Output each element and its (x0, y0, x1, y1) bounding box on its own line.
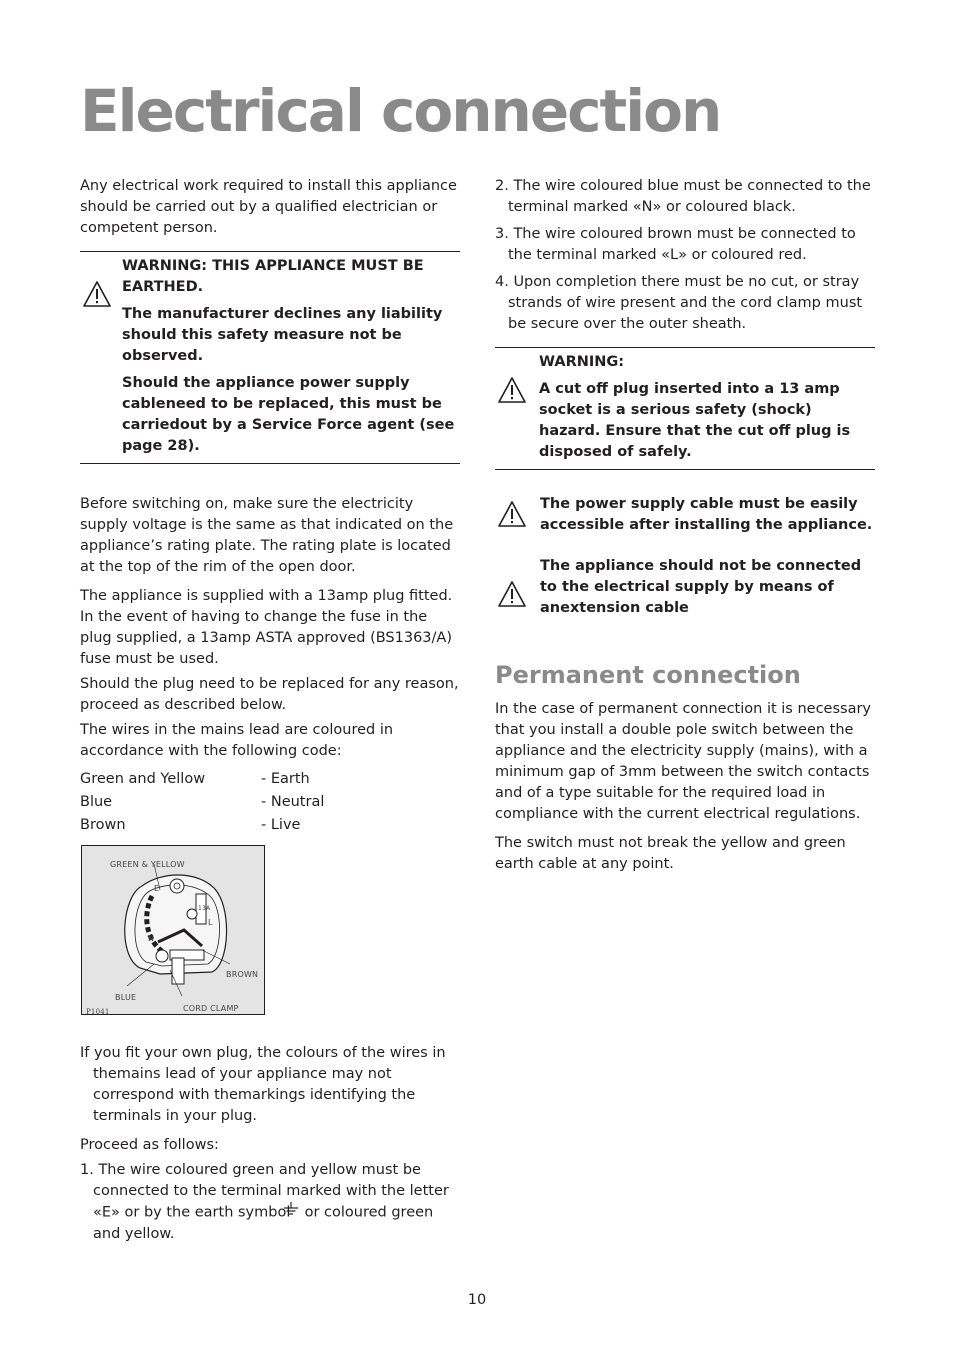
figure-code: P1041 (86, 1008, 110, 1016)
label-cord-clamp: CORD CLAMP (183, 1004, 239, 1013)
page-number: 10 (467, 1292, 487, 1308)
wiring-steps (495, 176, 875, 335)
cut-off-plug-warning-box (495, 347, 875, 470)
page-title: Electrical connection (80, 77, 721, 145)
voltage-paragraph: Before switching on, make sure the electricity supply voltage is the same as that indicated on the appliance’s rating plate. The rating plate is located at the top of the rim of the open door. (80, 496, 454, 575)
warning-triangle-icon (497, 376, 527, 404)
wires-paragraph: The wires in the mains lead are coloured in accordance with the following code: (80, 722, 394, 759)
label-l: L (208, 918, 213, 927)
label-green-yellow: GREEN & YELLOW (110, 860, 185, 869)
cut-off-plug-warning-text: A cut off plug inserted into a 13 amp socket is a serious safety (shock) hazard. Ensure that the cut off plug is disposed of safely. (539, 381, 851, 460)
permanent-connection-paragraph-1: In the case of permanent connection it is necessary that you install a double pole switch between the appliance and the electricity supply (mains), with a minimum gap of 3mm between the switch contacts and of a type suitable for the required load in compliance with the current electrical regulations. (495, 701, 872, 822)
plug-paragraph: The appliance is supplied with a 13amp plug fitted. In the event of having to change the fuse in the plug supplied, a 13amp ASTA approved (BS1363/A) fuse must be used. (80, 588, 453, 667)
right-column (495, 176, 875, 883)
step-3: 3. The wire coloured brown must be connected to the terminal marked «L» or coloured red. (495, 226, 856, 263)
step-1: 1. The wire coloured green and yellow must be connected to the terminal marked with the letter «E» or by the earth symbol or coloured green and yellow. (80, 1162, 449, 1242)
cut-off-plug-warning-heading: WARNING: (539, 354, 625, 370)
label-brown: BROWN (226, 970, 259, 979)
warning-triangle-icon (82, 280, 112, 308)
label-fuse: 13A (198, 905, 211, 912)
intro-paragraph: Any electrical work required to install this appliance should be carried out by a qualified electrician or competent person. (80, 178, 457, 236)
wire-colour-codes (80, 768, 460, 837)
step-4: 4. Upon completion there must be no cut, or stray strands of wire present and the cord clamp must be secure over the outer sheath. (495, 274, 863, 332)
warning-triangle-icon (497, 500, 527, 528)
earth-warning-heading: WARNING: THIS APPLIANCE MUST BE EARTHED. (122, 258, 424, 295)
left-column (80, 176, 460, 1253)
plug-wiring-diagram (81, 845, 265, 1015)
own-plug-paragraph: If you fit your own plug, the colours of the wires in themains lead of your appliance may not correspond with themarkings identifying the terminals in your plug. (80, 1045, 446, 1124)
code-row: Brown - Live (80, 817, 301, 833)
replace-paragraph: Should the plug need to be replaced for any reason, proceed as described below. (80, 676, 459, 713)
permanent-connection-paragraph-2: The switch must not break the yellow and green earth cable at any point. (495, 835, 846, 872)
step-2: 2. The wire coloured blue must be connected to the terminal marked «N» or coloured black. (495, 178, 871, 215)
proceed-paragraph: Proceed as follows: (80, 1137, 219, 1153)
earth-symbol-icon (295, 1202, 300, 1223)
label-e: E (154, 884, 160, 893)
label-blue: BLUE (115, 993, 137, 1002)
warning-triangle-icon (497, 580, 527, 608)
code-row: Green and Yellow - Earth (80, 771, 310, 787)
label-n: N (148, 934, 155, 943)
earth-warning-text-1: The manufacturer declines any liability should this safety measure not be observed. (122, 306, 443, 364)
earth-warning-text-2: Should the appliance power supply cableneed to be replaced, this must be carriedout by a Service Force agent (see page 28). (122, 375, 455, 454)
code-row: Blue - Neutral (80, 794, 325, 810)
earth-warning-box (80, 251, 460, 464)
extension-cable-note: The appliance should not be connected to the electrical supply by means of anextension cable (495, 556, 875, 619)
permanent-connection-heading: Permanent connection (495, 661, 801, 689)
accessible-cable-note: The power supply cable must be easily accessible after installing the appliance. (495, 494, 875, 536)
